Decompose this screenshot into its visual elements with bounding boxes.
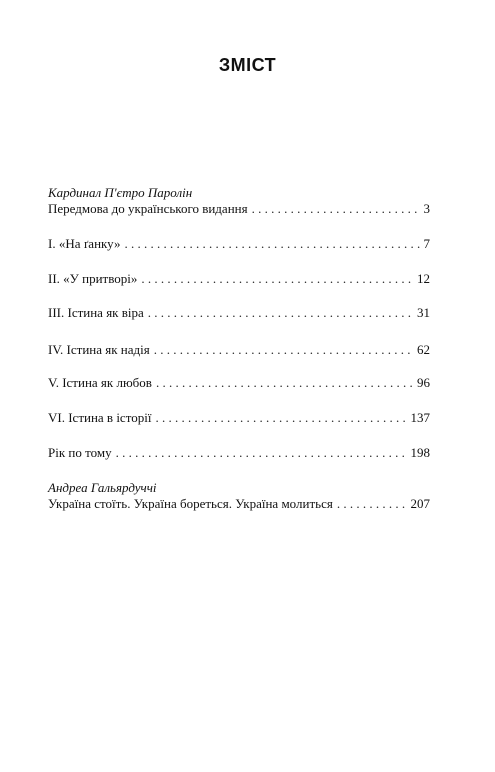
dot-leader bbox=[154, 342, 413, 358]
entry-page-number: 198 bbox=[410, 445, 430, 460]
entry-page-number: 12 bbox=[417, 271, 430, 286]
entry-page-number: 62 bbox=[417, 342, 430, 357]
dot-leader bbox=[116, 445, 407, 461]
dot-leader bbox=[337, 496, 407, 512]
entry-title: II. «У притворі» bbox=[48, 271, 138, 286]
toc-entry-chapter-6[interactable] bbox=[48, 410, 430, 426]
toc-entry-afterword[interactable] bbox=[48, 496, 430, 512]
dot-leader bbox=[148, 305, 413, 321]
dot-leader bbox=[156, 375, 413, 391]
entry-title: IV. Істина як надія bbox=[48, 342, 150, 357]
entry-page-number: 96 bbox=[417, 375, 430, 390]
entry-title: III. Істина як віра bbox=[48, 305, 144, 320]
entry-title: V. Істина як любов bbox=[48, 375, 152, 390]
toc-entry-chapter-3[interactable] bbox=[48, 305, 430, 321]
dot-leader bbox=[155, 410, 406, 426]
toc-entry-year-after[interactable] bbox=[48, 445, 430, 461]
toc-entry-chapter-2[interactable] bbox=[48, 271, 430, 287]
afterword-author: Андреа Гальярдуччі bbox=[48, 480, 157, 495]
entry-title: VI. Істина в історії bbox=[48, 410, 152, 425]
entry-title: Україна стоїть. Україна бореться. Україна молиться bbox=[48, 496, 333, 511]
dot-leader bbox=[141, 271, 413, 287]
toc-afterword bbox=[48, 480, 430, 512]
entry-title: I. «На ґанку» bbox=[48, 236, 121, 251]
toc-preface bbox=[48, 185, 430, 217]
preface-author: Кардинал П'єтро Паролін bbox=[48, 185, 193, 200]
entry-page-number: 31 bbox=[417, 305, 430, 320]
entry-title: Рік по тому bbox=[48, 445, 112, 460]
dot-leader bbox=[252, 201, 420, 217]
toc-entry-chapter-1[interactable] bbox=[48, 236, 430, 252]
entry-title: Передмова до українського видання bbox=[48, 201, 248, 216]
entry-page-number: 207 bbox=[410, 496, 430, 511]
dot-leader bbox=[124, 236, 419, 252]
toc-entry-preface[interactable] bbox=[48, 201, 430, 217]
entry-page-number: 3 bbox=[423, 201, 430, 216]
toc-entry-chapter-5[interactable] bbox=[48, 375, 430, 391]
page-title: ЗМІСТ bbox=[218, 55, 277, 75]
entry-page-number: 137 bbox=[410, 410, 430, 425]
entry-page-number: 7 bbox=[423, 236, 430, 251]
toc-entry-chapter-4[interactable] bbox=[48, 342, 430, 358]
